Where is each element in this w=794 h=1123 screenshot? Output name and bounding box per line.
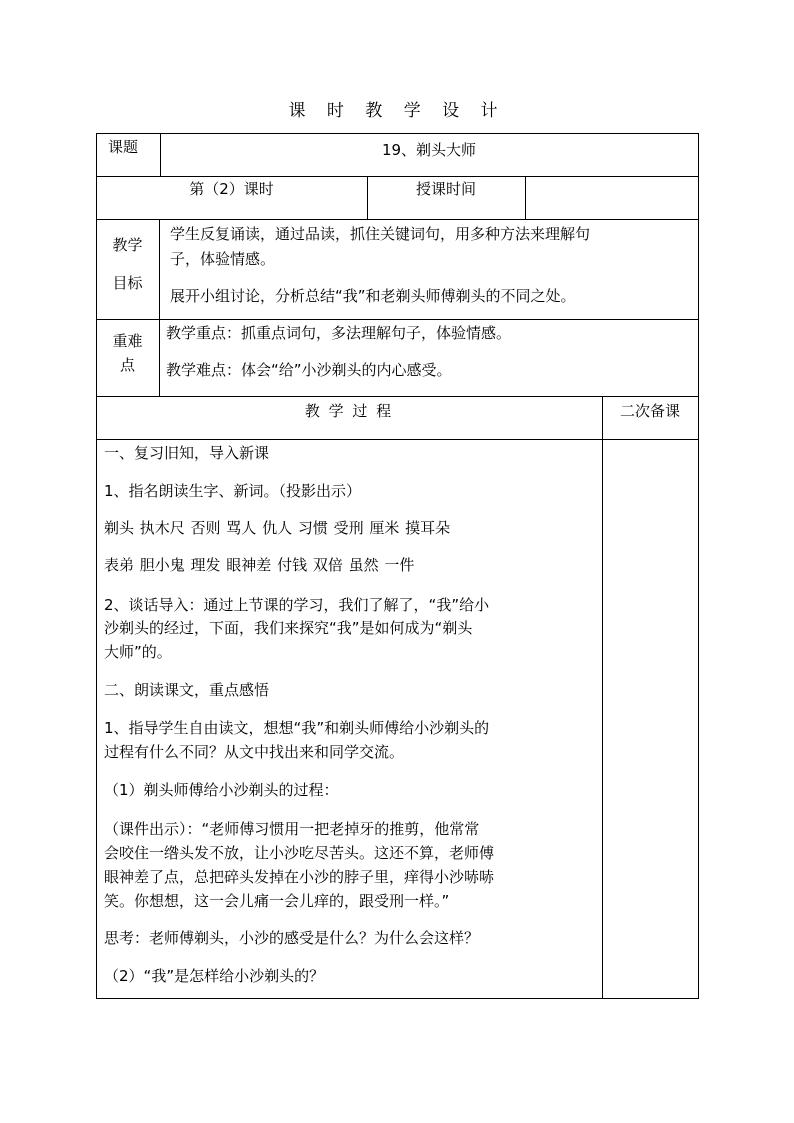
process-line: 1、指导学生自由读文，想想“我”和剃头师傅给小沙剃头的: [104, 719, 490, 737]
key-point-text: 教学重点：抓重点词句，多法理解句子，体验情感。: [166, 324, 512, 342]
goals-label-line2: 目标: [112, 274, 143, 292]
process-line: 眼神差了点，总把碎头发掉在小沙的脖子里，痒得小沙哧哧: [104, 868, 495, 886]
goals-label-line1: 教学: [112, 236, 143, 254]
lesson-plan-table: [96, 133, 699, 999]
process-line: 过程有什么不同？从文中找出来和同学交流。: [104, 743, 405, 761]
table-border-right: [698, 133, 699, 999]
process-line: 剃头 执木尺 否则 骂人 仇人 习惯 受刑 厘米 摸耳朵: [104, 519, 451, 537]
lesson-number: 第（2）课时: [189, 180, 274, 198]
goal-text-line: 子，体验情感。: [170, 250, 276, 268]
process-line: 笑。你想想，这一会儿痛一会儿痒的，跟受刑一样。”: [104, 892, 450, 910]
table-border-left: [96, 133, 97, 999]
difficult-point-text: 教学难点：体会“给”小沙剃头的内心感受。: [166, 361, 452, 379]
col-divider-goals: [159, 219, 160, 396]
process-line: 1、指名朗读生字、新词。（投影出示）: [104, 482, 362, 500]
teaching-time-label: 授课时间: [415, 180, 476, 198]
process-line: 大师”的。: [104, 643, 172, 661]
goal-text-line: 展开小组讨论，分析总结“我”和老剃头师傅剃头的不同之处。: [170, 287, 576, 305]
process-line: （2）“我”是怎样给小沙剃头的？: [104, 967, 325, 985]
process-line: 思考：老师傅剃头，小沙的感受是什么？为什么会这样？: [104, 929, 480, 947]
table-border-bottom: [96, 998, 699, 999]
table-border-top: [96, 133, 699, 134]
process-line: 一、复习旧知，导入新课: [104, 444, 270, 462]
process-header: 教 学 过 程: [304, 402, 394, 420]
process-line: 二、朗读课文，重点感悟: [104, 681, 270, 699]
difficulty-label-line2: 点: [119, 356, 135, 374]
difficulty-label-line1: 重难: [112, 332, 143, 350]
goal-text-line: 学生反复诵读，通过品读，抓住关键词句，用多种方法来理解句: [170, 225, 591, 243]
topic-value: 19、剃头大师: [381, 141, 477, 159]
process-line: （课件出示）：“老师傅习惯用一把老掉牙的推剪，他常常: [104, 820, 480, 838]
process-line: （1）剃头师傅给小沙剃头的过程：: [104, 781, 339, 799]
row-divider-topic: [96, 176, 699, 177]
topic-label: 课题: [108, 138, 139, 156]
process-line: 2、谈话导入：通过上节课的学习，我们了解了，“我”给小: [104, 596, 490, 614]
row-divider-goals: [96, 319, 699, 320]
row-divider-difficulty: [96, 396, 699, 397]
row-divider-lesson: [96, 219, 699, 220]
process-line: 会咬住一绺头发不放，让小沙吃尽苦头。这还不算，老师傅: [104, 844, 495, 862]
document-title: 课 时 教 学 设 计: [288, 101, 506, 121]
row-divider-process-header: [96, 439, 699, 440]
process-line: 沙剃头的经过，下面，我们来探究“我”是如何成为“剃头: [104, 619, 473, 637]
col-divider-second-prep: [602, 396, 603, 998]
second-prep-header: 二次备课: [619, 402, 680, 420]
process-line: 表弟 胆小鬼 理发 眼神差 付钱 双倍 虽然 一件: [104, 556, 415, 574]
col-divider-time-value: [525, 176, 526, 219]
